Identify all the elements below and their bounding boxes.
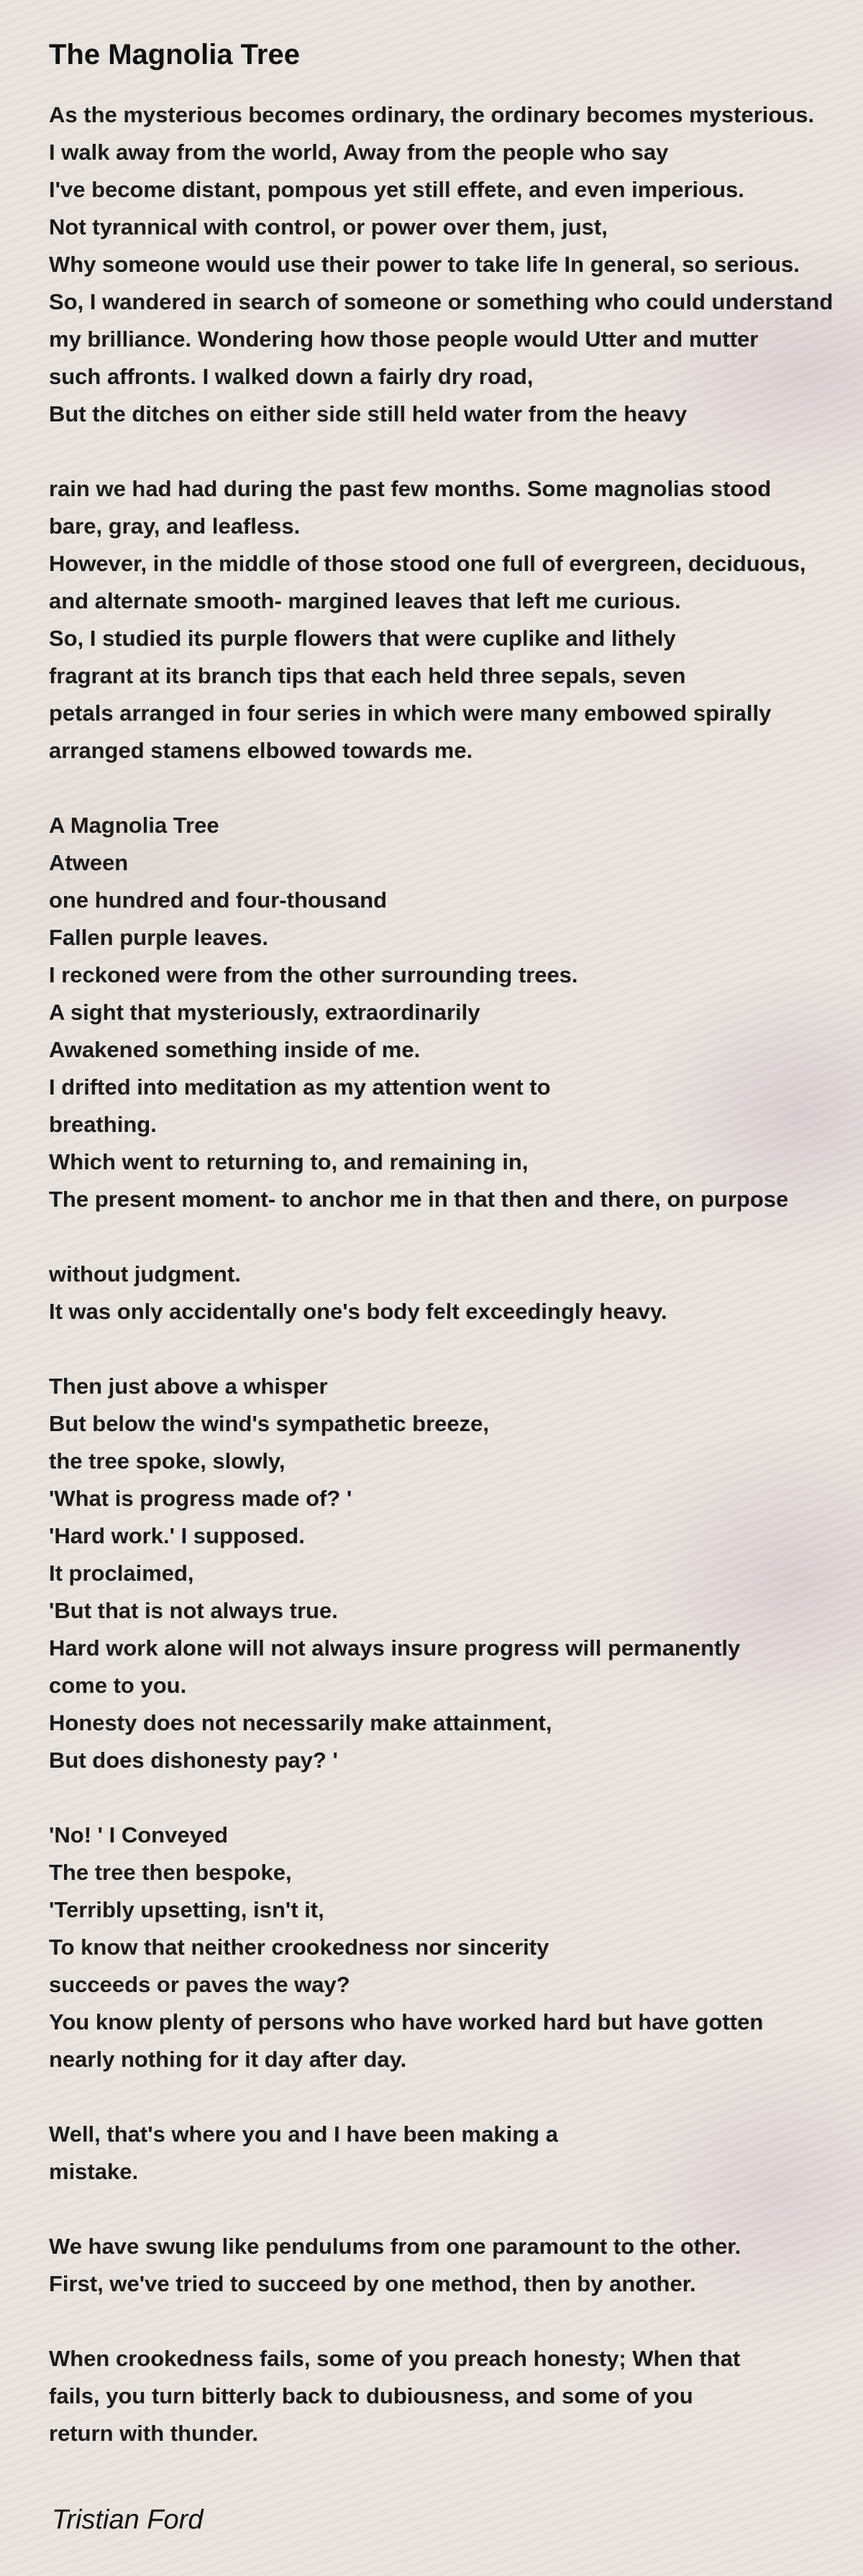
poem-line: my brilliance. Wondering how those people would Utter and mutter <box>49 326 759 352</box>
poem-line: come to you. <box>49 1673 187 1698</box>
poem-line: petals arranged in four series in which were many embowed spirally <box>49 700 772 726</box>
poem-line: 'No! ' I Conveyed <box>49 1822 228 1847</box>
poem-line: To know that neither crookedness nor sincerity <box>49 1935 549 1960</box>
poem-line: I've become distant, pompous yet still effete, and even imperious. <box>49 177 744 202</box>
poem-line: Honesty does not necessarily make attainment, <box>49 1710 552 1735</box>
poem-line: succeeds or paves the way? <box>49 1972 350 1997</box>
poem-line: Then just above a whisper <box>49 1374 328 1399</box>
poem-stanza <box>49 1368 863 1779</box>
poem-line: So, I studied its purple flowers that were cuplike and lithely <box>49 626 676 651</box>
poem-line: mistake. <box>49 2159 139 2184</box>
poem-line: nearly nothing for it day after day. <box>49 2047 407 2072</box>
poem-line: The tree then bespoke, <box>49 1860 292 1885</box>
poem-line: So, I wandered in search of someone or something who could understand <box>49 289 834 314</box>
poem-line: The present moment- to anchor me in that then and there, on purpose <box>49 1187 789 1212</box>
poem-line: Awakened something inside of me. <box>49 1037 421 1062</box>
poem-line: 'Terribly upsetting, isn't it, <box>49 1897 324 1922</box>
poem-stanza <box>49 807 863 1218</box>
poem-line: without judgment. <box>49 1261 241 1287</box>
poem-line: But does dishonesty pay? ' <box>49 1748 338 1773</box>
poem-line: 'But that is not always true. <box>49 1598 338 1623</box>
poem-line: When crookedness fails, some of you preach honesty; When that <box>49 2346 741 2371</box>
poem-line: As the mysterious becomes ordinary, the ordinary becomes mysterious. <box>49 102 815 127</box>
poem-line: Well, that's where you and I have been making a <box>49 2121 558 2147</box>
poem-line: one hundred and four-thousand <box>49 887 388 913</box>
poem-line: You know plenty of persons who have worked hard but have gotten <box>49 2009 764 2034</box>
poem-line: However, in the middle of those stood one full of evergreen, deciduous, <box>49 551 806 576</box>
poem-line: Which went to returning to, and remaining in, <box>49 1149 529 1174</box>
page-title: The Magnolia Tree <box>49 39 300 70</box>
poem-line: I walk away from the world, Away from the people who say <box>49 140 669 165</box>
poem-line: breathing. <box>49 1112 157 1137</box>
poem-line: Not tyrannical with control, or power over them, just, <box>49 214 608 239</box>
poem-stanza <box>49 2340 863 2452</box>
poem-line: A Magnolia Tree <box>49 813 219 838</box>
poem-line: rain we had had during the past few months. Some magnolias stood <box>49 476 772 501</box>
poem-stanza <box>49 96 863 433</box>
poem-line: arranged stamens elbowed towards me. <box>49 738 473 763</box>
poem-stanza <box>49 1256 863 1330</box>
poem-line: But the ditches on either side still held water from the heavy <box>49 401 688 426</box>
poem-line: It was only accidentally one's body felt exceedingly heavy. <box>49 1299 667 1324</box>
poem-line: Why someone would use their power to take life In general, so serious. <box>49 252 800 277</box>
poem-line: 'What is progress made of? ' <box>49 1486 352 1511</box>
poem-line: the tree spoke, slowly, <box>49 1448 286 1474</box>
poem-stanza <box>49 1817 863 2078</box>
author-name: Tristian Ford <box>52 2505 204 2535</box>
poem-line: fragrant at its branch tips that each held three sepals, seven <box>49 663 686 688</box>
poem-line: such affronts. I walked down a fairly dry road, <box>49 364 534 389</box>
poem-line: But below the wind's sympathetic breeze, <box>49 1411 489 1436</box>
poem-line: Hard work alone will not always insure progress will permanently <box>49 1635 741 1661</box>
poem-line: and alternate smooth- margined leaves that left me curious. <box>49 588 681 613</box>
poem-line: Atween <box>49 850 129 875</box>
poem-line: It proclaimed, <box>49 1561 194 1586</box>
poem-stanza <box>49 2116 863 2191</box>
poem-line: Fallen purple leaves. <box>49 925 268 950</box>
poem-line: A sight that mysteriously, extraordinarily <box>49 1000 480 1025</box>
poem-container <box>49 35 863 2490</box>
poem-line: fails, you turn bitterly back to dubiousness, and some of you <box>49 2383 693 2408</box>
poem-line: I drifted into meditation as my attention went to <box>49 1074 551 1100</box>
poem-stanza <box>49 470 863 769</box>
poem-body <box>49 96 863 2452</box>
poem-stanza <box>49 2228 863 2303</box>
poem-line: I reckoned were from the other surrounding trees. <box>49 962 578 987</box>
poem-line: First, we've tried to succeed by one method, then by another. <box>49 2271 696 2296</box>
poem-line: 'Hard work.' I supposed. <box>49 1523 305 1548</box>
poem-line: bare, gray, and leafless. <box>49 513 301 539</box>
poem-line: return with thunder. <box>49 2421 259 2446</box>
poem-line: We have swung like pendulums from one paramount to the other. <box>49 2234 741 2259</box>
